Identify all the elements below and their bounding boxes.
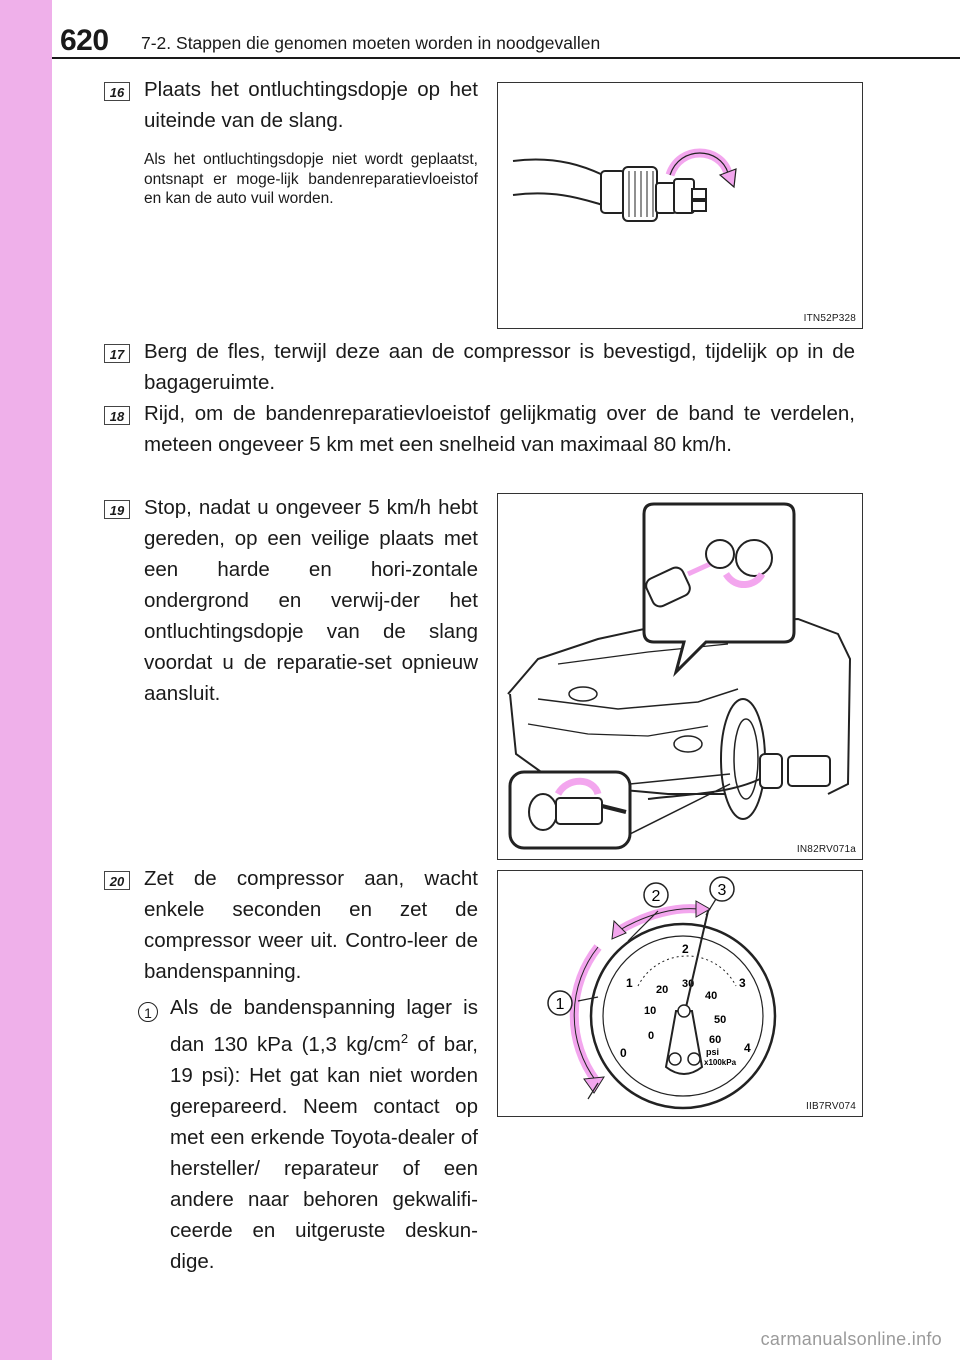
psi-tick-40: 40 <box>705 990 718 1002</box>
bar-tick-4: 4 <box>744 1041 751 1055</box>
figure-code: ITN52P328 <box>803 313 856 324</box>
psi-tick-50: 50 <box>714 1014 727 1026</box>
psi-tick-10: 10 <box>644 1005 657 1017</box>
step-number-18: 18 <box>104 406 130 425</box>
callout-2: 2 <box>651 888 661 905</box>
sub-superscript: 2 <box>400 1031 409 1046</box>
psi-tick-20: 20 <box>656 984 669 996</box>
figure-code: IIB7RV074 <box>806 1101 856 1112</box>
step-17-text: Berg de fles, terwijl deze aan de compressor is bevestigd, tijdelijk op in de bagageruimte. <box>144 340 855 394</box>
page-number: 620 <box>60 24 109 57</box>
psi-tick-60: 60 <box>709 1034 722 1046</box>
unit-psi: psi <box>706 1047 720 1057</box>
step-18-text: Rijd, om de bandenreparatievloeistof gelijkmatig over de band te verdelen, meteen ongeveer 5 km met een snelheid van maximaal 80 km/h. <box>144 402 855 456</box>
step-16-text: Plaats het ontluchtingsdopje op het uiteinde van de slang. <box>144 78 478 132</box>
psi-tick-30: 30 <box>682 978 695 990</box>
bar-tick-2: 2 <box>682 942 689 956</box>
step-19-text: Stop, nadat u ongeveer 5 km/h hebt gereden, op een veilige plaats met een harde en hori-zontale ondergrond en verwij-der het ontluchtingsdopje van de slang voordat u de reparatie-set opnieuw aansluit. <box>144 496 478 705</box>
figure-pressure-gauge <box>497 870 863 1117</box>
step-20-subitem <box>170 992 478 1277</box>
header-rule <box>52 57 960 59</box>
callout-1: 1 <box>555 996 565 1013</box>
step-16-note: Als het ontluchtingsdopje niet wordt geplaatst, ontsnapt er moge-lijk bandenreparatievloeistof en kan de auto vuil worden. <box>144 151 478 207</box>
bar-tick-3: 3 <box>739 976 746 990</box>
sub-text-a: Als de bandenspanning lager is dan 130 kPa (1,3 kg/cm <box>170 996 478 1056</box>
watermark: carmanualsonline.info <box>760 1329 942 1349</box>
bar-tick-1: 1 <box>626 976 633 990</box>
sub-text-b: of bar, 19 psi): Het gat kan niet worden gerepareerd. Neem contact op met een erkende Toyota-dealer of hersteller/ reparateur of een andere naar behoren gekwalifi-ceerde en uitgeruste deskun-dige. <box>170 1032 478 1273</box>
hose-cap-illustration <box>498 83 862 328</box>
pressure-gauge-illustration <box>498 871 862 1116</box>
chapter-title: 7-2. Stappen die genomen moeten worden in noodgevallen <box>141 33 601 53</box>
step-number-19: 19 <box>104 500 130 519</box>
step-number-16: 16 <box>104 82 130 101</box>
callout-3: 3 <box>717 882 727 899</box>
step-20-text: Zet de compressor aan, wacht enkele seconden en zet de compressor weer uit. Contro-leer de bandenspanning. <box>144 867 478 983</box>
psi-tick-0: 0 <box>648 1030 655 1042</box>
side-tab-strip <box>0 0 52 1360</box>
sub-item-marker: 1 <box>138 1002 158 1022</box>
unit-kpa: x100kPa <box>704 1058 737 1067</box>
figure-car-with-repair-kit <box>497 493 863 860</box>
bar-tick-0: 0 <box>620 1046 627 1060</box>
figure-air-release-cap <box>497 82 863 329</box>
step-number-17: 17 <box>104 344 130 363</box>
step-number-20: 20 <box>104 871 130 890</box>
car-repair-illustration <box>498 494 862 859</box>
figure-code: IN82RV071a <box>796 844 856 855</box>
